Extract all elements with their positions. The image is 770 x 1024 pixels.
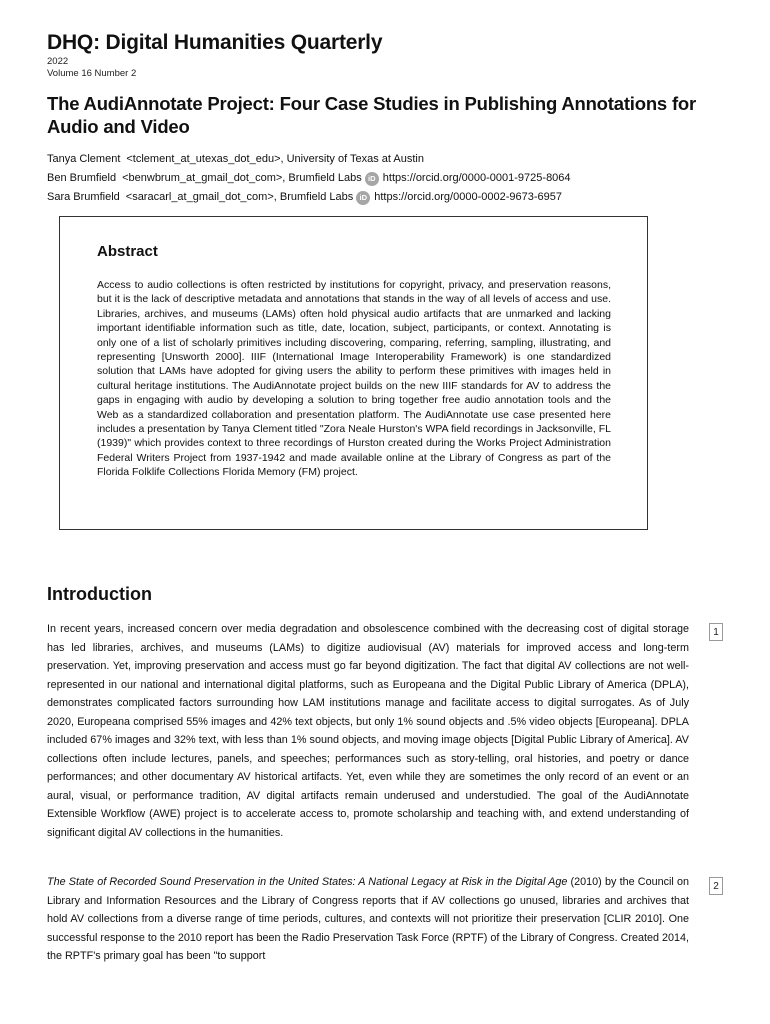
author-email-affiliation: <saracarl_at_gmail_dot_com>, Brumfield Labs [125,191,354,203]
author-name: Ben Brumfield [47,172,117,184]
publication-year: 2022 [47,56,69,67]
volume-number: Volume 16 Number 2 [47,68,137,79]
paragraph-number[interactable]: 2 [709,877,723,895]
cited-report-title: The State of Recorded Sound Preservation in the United States: A National Legacy at Risk in the Digital Age [47,876,568,888]
author-list [47,150,571,207]
author-row [47,150,571,169]
orcid-link[interactable]: https://orcid.org/0000-0001-9725-8064 [382,172,571,184]
abstract-text: Access to audio collections is often restricted by institutions for copyright, privacy, and preservation reasons, but it is the lack of descriptive metadata and annotations that stands in the way of all levels of access and use. Libraries, archives, and museums (LAMs) often hold physical audio artifacts that are unmarked and lacking important identifiable information such as title, date, location, subject, participants, or context. Annotating is only one of a list of scholarly primitives including discovering, comparing, referring, sampling, illustrating, and representing [Unsworth 2000]. IIIF (International Image Interoperability Framework) is one standardized solution that LAMs have adopted for giving users the ability to perform these primitives with images held in cultural heritage institutions. The AudiAnnotate project builds on the new IIIF standards for AV to address the gaps in engaging with audio by developing a solution to bring together free audio annotation tools and the Web as a standardized collaboration and presentation platform. The AudiAnnotate use case presented here includes a presentation by Tanya Clement titled "Zora Neale Hurston's WPA field recordings in Jacksonville, FL (1939)" which provides context to three recordings of Hurston created during the Works Project Administration Federal Writers Project from 1937-1942 and made available online at the Library of Congress as part of the Florida Folklife Collections Florida Memory (FM) project. [97,279,611,479]
author-name: Sara Brumfield [47,191,120,203]
section-heading-introduction: Introduction [47,584,152,604]
author-email-affiliation: <tclement_at_utexas_dot_edu>, University of Texas at Austin [126,153,424,165]
article-title: The AudiAnnotate Project: Four Case Studies in Publishing Annotations for Audio and Video [47,93,697,137]
paragraph-body: (2010) by the Council on Library and Information Resources and the Library of Congress reports that if AV collections go unused, libraries and archives that hold AV collections from a diverse range of time periods, cultures, and contexts will not prioritize their preservation [CLIR 2010]. One successful response to the 2010 report has been the Radio Preservation Task Force (RPTF) of the Library of Congress. Created 2014, the RPTF's primary goal has been "to support [47,876,689,962]
orcid-icon[interactable]: iD [365,172,379,186]
author-row [47,188,571,207]
paragraph [47,873,689,966]
paragraph: In recent years, increased concern over media degradation and obsolescence combined with the decreasing cost of digital storage has led libraries, archives, and museums (LAMs) to digitize audiovisual (AV) materials for improved access and long-term preservation. Yet, improving preservation and access must go far beyond digitization. The fact that digital AV collections are not well-represented in our national and international digital platforms, such as Europeana and the Digital Public Library of America (DPLA), demonstrates complicated factors surrounding how LAM institutions manage and facilitate access to digital surrogates. As of July 2020, Europeana comprised 55% images and 42% text objects, but only 1% sound objects and .5% video objects [Europeana]. DPLA included 67% images and 32% text, with less than 1% sound objects, and moving image objects [Digital Public Library of America]. AV collections often include lectures, panels, and speeches; performances such as story-telling, oral histories, and poetry or dance performances; and other documentary AV historical artifacts. Yet, even while they are sometimes the only record of an event or an aural, visual, or performance tradition, AV digital artifacts remain underused and understudied. The goal of the AudiAnnotate Extensible Workflow (AWE) project is to accelerate access to, promote scholarship and teaching with, and extend understanding of significant digital AV collections in the humanities. [47,623,689,839]
paragraph-number[interactable]: 1 [709,623,723,641]
orcid-icon[interactable]: iD [356,191,370,205]
author-row [47,169,571,188]
journal-title: DHQ: Digital Humanities Quarterly [47,31,383,54]
abstract-box [59,216,648,530]
orcid-link[interactable]: https://orcid.org/0000-0002-9673-6957 [374,191,562,203]
author-name: Tanya Clement [47,153,121,165]
abstract-heading: Abstract [97,243,158,260]
author-email-affiliation: <benwbrum_at_gmail_dot_com>, Brumfield Labs [122,172,362,184]
